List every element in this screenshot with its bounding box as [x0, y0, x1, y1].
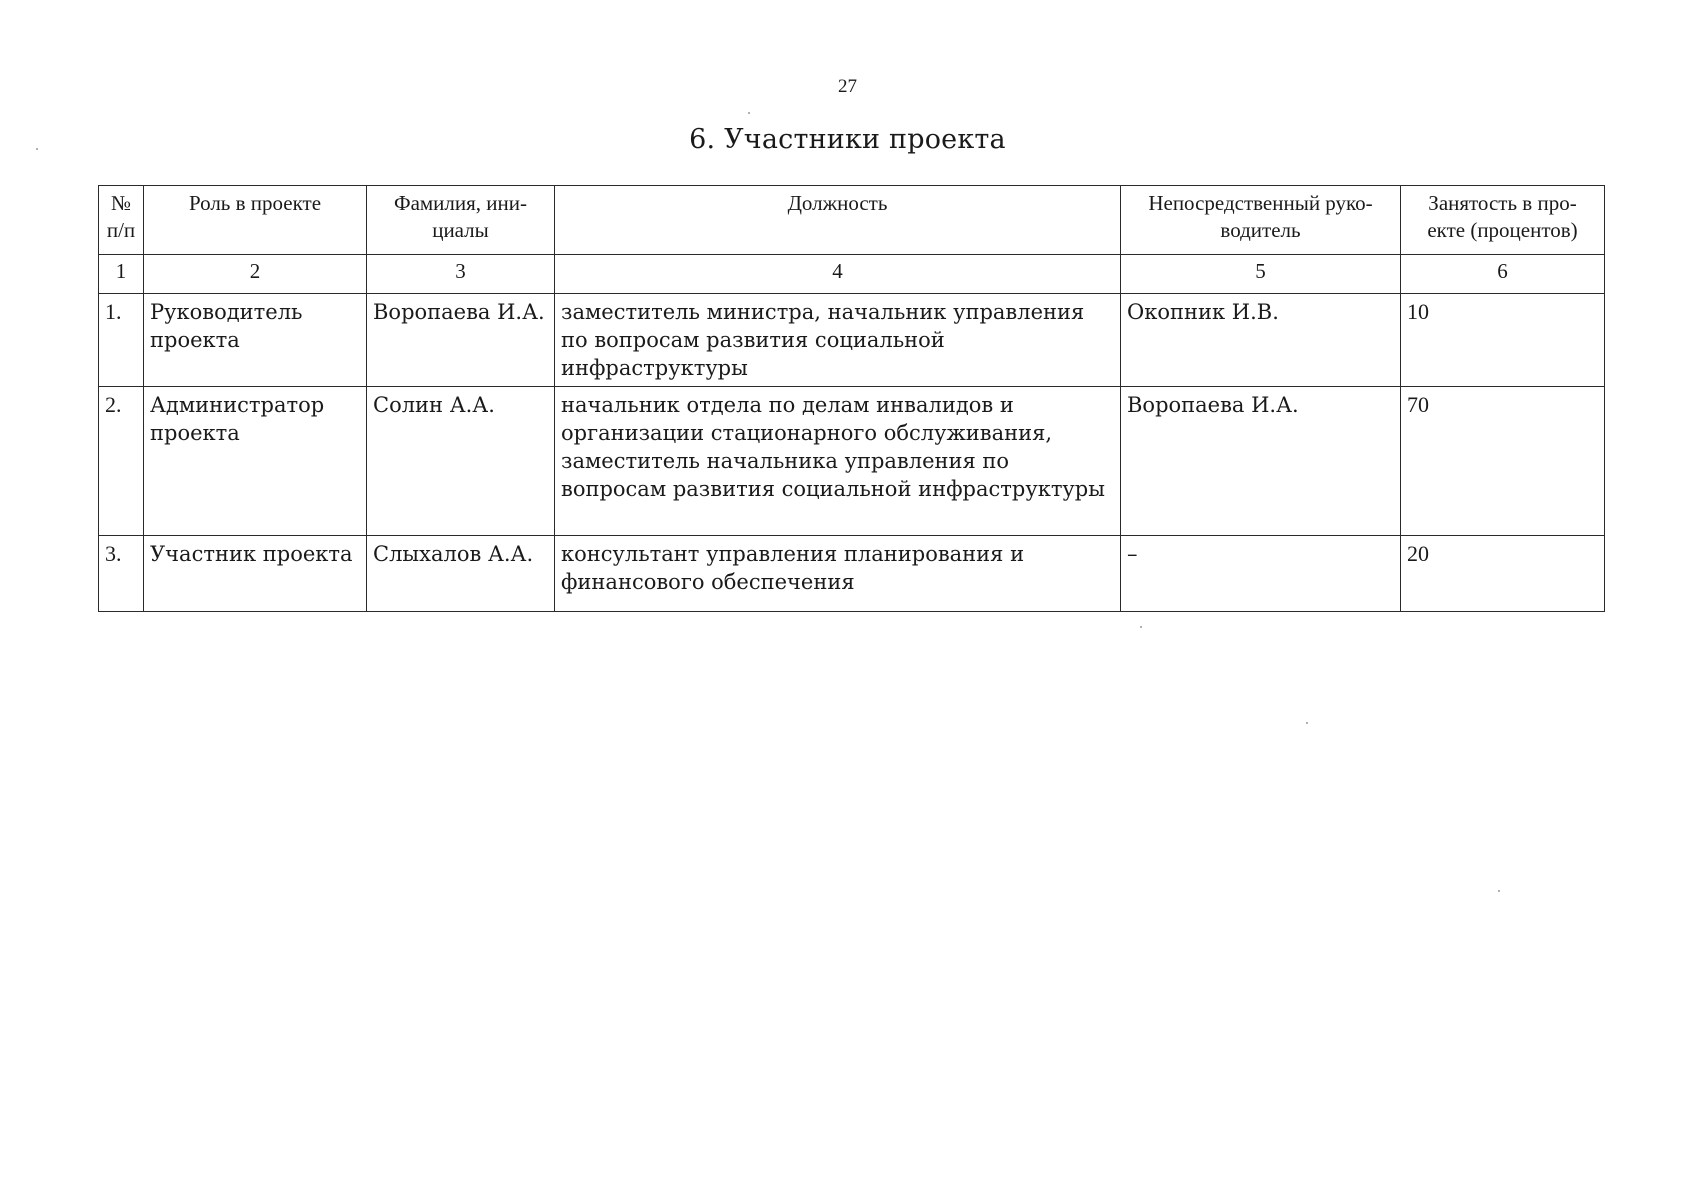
header-name-line2: циалы	[432, 218, 489, 242]
role-cell: Руководитель проекта	[144, 294, 367, 387]
header-supervisor-line1: Непосредственный руко-	[1148, 191, 1373, 215]
role-cell: Администратор проекта	[144, 387, 367, 536]
table-row	[99, 387, 1605, 536]
header-num-line2: п/п	[106, 218, 136, 242]
role-cell: Участник проекта	[144, 536, 367, 612]
header-num-line1: №	[110, 191, 132, 215]
header-name-line1: Фамилия, ини-	[393, 191, 528, 215]
employment-cell: 20	[1401, 536, 1605, 612]
scan-speck	[36, 148, 38, 150]
column-number: 6	[1401, 255, 1605, 294]
scan-speck	[748, 112, 750, 114]
scan-speck	[1140, 626, 1142, 628]
header-position-line1: Должность	[787, 191, 888, 215]
supervisor-cell: –	[1121, 536, 1401, 612]
header-supervisor-line2: водитель	[1220, 218, 1301, 242]
column-number-row	[99, 255, 1605, 294]
name-cell: Слыхалов А.А.	[367, 536, 555, 612]
header-role	[144, 186, 367, 255]
column-number: 3	[367, 255, 555, 294]
header-position	[555, 186, 1121, 255]
header-role-line1: Роль в проекте	[188, 191, 322, 215]
header-row	[99, 186, 1605, 255]
column-number: 1	[99, 255, 144, 294]
section-title: 6. Участники проекта	[689, 124, 1006, 155]
position-cell: заместитель министра, начальник управления по вопросам развития социальной инфраструктуры	[555, 294, 1121, 387]
employment-cell: 10	[1401, 294, 1605, 387]
table-row	[99, 294, 1605, 387]
column-number: 2	[144, 255, 367, 294]
supervisor-cell: Окопник И.В.	[1121, 294, 1401, 387]
position-cell: консультант управления планирования и финансового обеспечения	[555, 536, 1121, 612]
table-row	[99, 536, 1605, 612]
row-number-cell: 1.	[99, 294, 144, 387]
supervisor-cell: Воропаева И.А.	[1121, 387, 1401, 536]
participants-table	[98, 185, 1605, 612]
scan-speck	[1306, 722, 1308, 724]
header-employment-line1: Занятость в про-	[1428, 191, 1577, 215]
header-employment	[1401, 186, 1605, 255]
header-employment-line2: екте (процентов)	[1427, 218, 1578, 242]
scan-speck	[1498, 890, 1500, 892]
employment-cell: 70	[1401, 387, 1605, 536]
name-cell: Воропаева И.А.	[367, 294, 555, 387]
row-number-cell: 3.	[99, 536, 144, 612]
header-num	[99, 186, 144, 255]
header-supervisor	[1121, 186, 1401, 255]
header-name	[367, 186, 555, 255]
column-number: 5	[1121, 255, 1401, 294]
column-number: 4	[555, 255, 1121, 294]
row-number-cell: 2.	[99, 387, 144, 536]
page-number: 27	[838, 76, 857, 97]
position-cell: начальник отдела по делам инвалидов и организации стационарного обслуживания, заместитель начальника управления по вопросам развития социальной инфраструктуры	[555, 387, 1121, 536]
name-cell: Солин А.А.	[367, 387, 555, 536]
